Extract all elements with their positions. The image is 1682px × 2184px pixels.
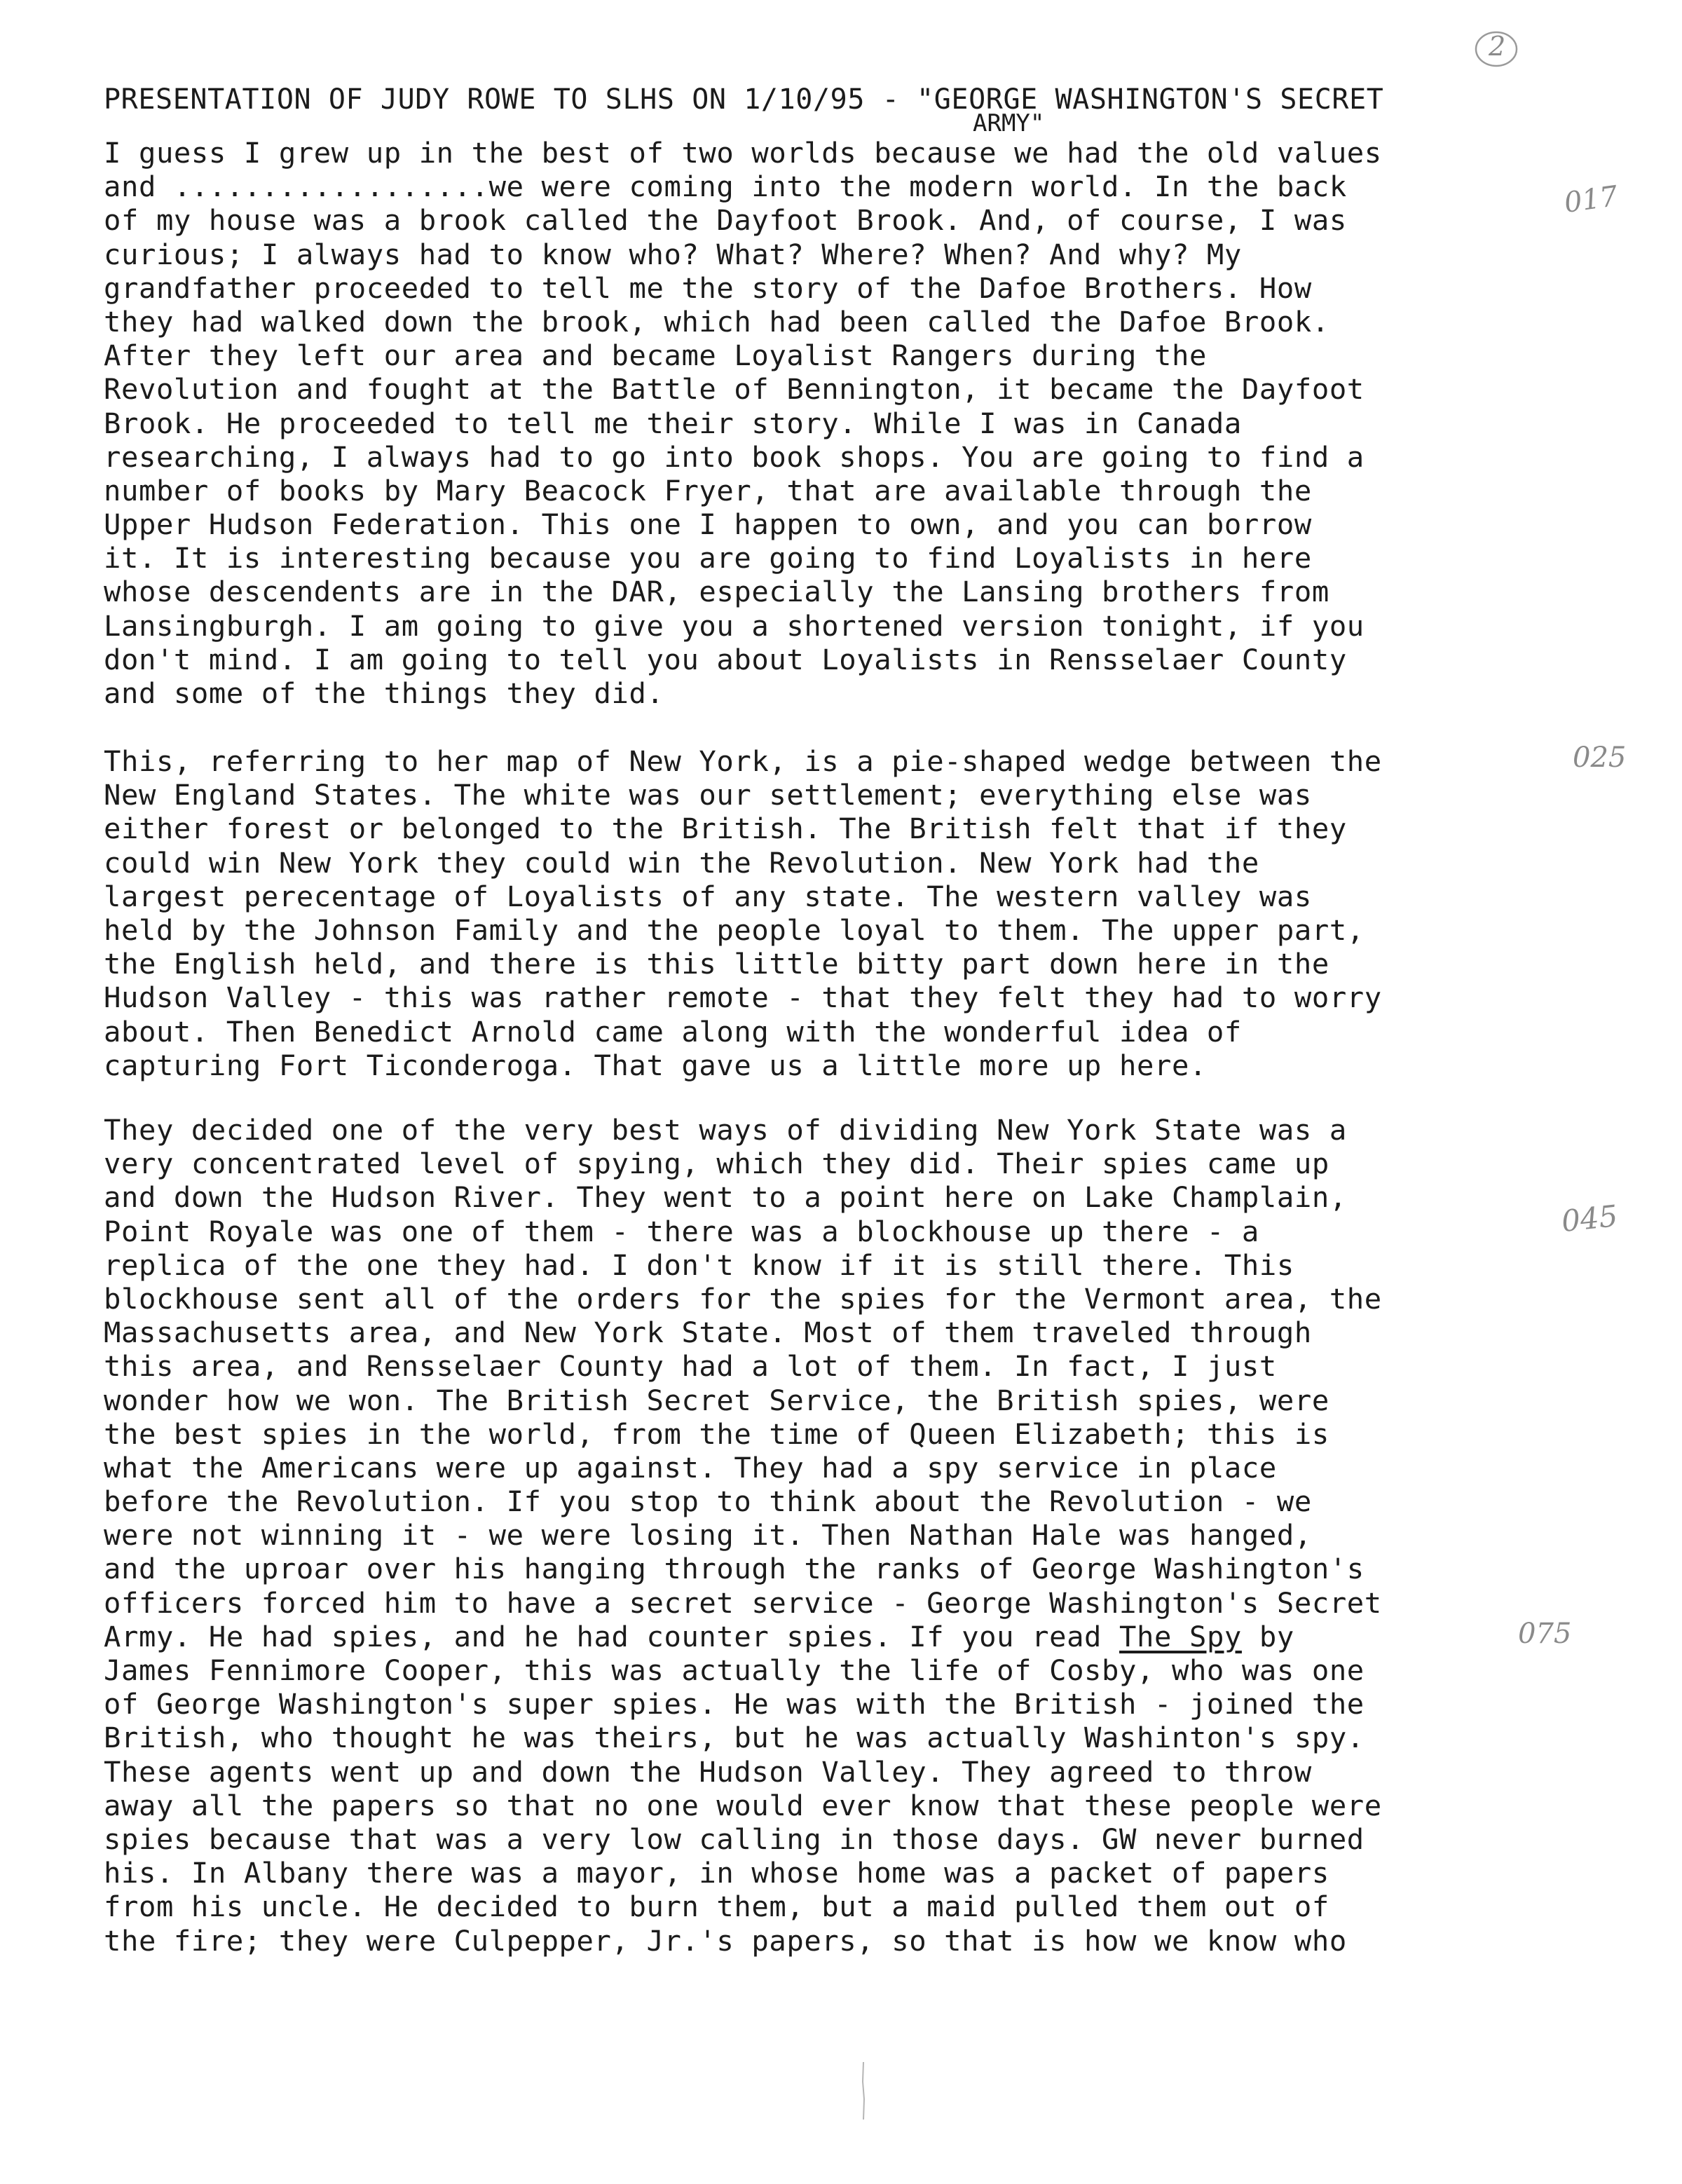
margin-note-time: 017 — [1562, 179, 1620, 220]
text-line: officers forced him to have a secret service - George Washington's Secret — [104, 1585, 1382, 1620]
book-title: The Spy — [1119, 1619, 1242, 1653]
text-line: and down the Hudson River. They went to a point here on Lake Champlain, — [104, 1180, 1347, 1215]
text-line: could win New York they could win the Revolution. New York had the — [104, 845, 1259, 880]
text-line: and some of the things they did. — [104, 676, 664, 710]
text-line: and ..................we were coming into the modern world. In the back — [104, 170, 1347, 204]
text-line: spies because that was a very low calling in those days. GW never burned — [104, 1822, 1365, 1856]
text-line: James Fennimore Cooper, this was actually the life of Cosby, who was one — [104, 1653, 1365, 1687]
text-line: I guess I grew up in the best of two worlds because we had the old values — [104, 136, 1382, 170]
text-line: largest perecentage of Loyalists of any state. The western valley was — [104, 879, 1312, 913]
text-line: Massachusetts area, and New York State. Most of them traveled through — [104, 1316, 1312, 1350]
text-line: Lansingburgh. I am going to give you a shortened version tonight, if you — [104, 608, 1365, 643]
text-line: of George Washington's super spies. He was with the British - joined the — [104, 1687, 1365, 1721]
text-line: grandfather proceeded to tell me the story of the Dafoe Brothers. How — [104, 271, 1312, 305]
text-line: New England States. The white was our settlement; everything else was — [104, 778, 1312, 812]
text-line: the fire; they were Culpepper, Jr.'s papers, so that is how we know who — [104, 1923, 1347, 1958]
page-number-note: 2 — [1489, 31, 1506, 62]
paragraph-2 — [104, 744, 1611, 1082]
text-line: either forest or belonged to the British. The British felt that if they — [104, 812, 1347, 846]
text-line: very concentrated level of spying, which they did. Their spies came up — [104, 1147, 1329, 1181]
text-line: away all the papers so that no one would ever know that these people were — [104, 1788, 1382, 1822]
document-title: PRESENTATION OF JUDY ROWE TO SLHS ON 1/10/95 - "GEORGE WASHINGTON'S SECRET — [104, 83, 1384, 116]
text-line: held by the Johnson Family and the people loyal to them. The upper part, — [104, 913, 1365, 947]
margin-note-time: 025 — [1573, 742, 1627, 774]
text-segment: by — [1241, 1619, 1294, 1653]
text-line: capturing Fort Ticonderoga. That gave us a little more up here. — [104, 1048, 1207, 1082]
text-line: and the uproar over his hanging through the ranks of George Washington's — [104, 1552, 1365, 1586]
text-line: After they left our area and became Loyalist Rangers during the — [104, 339, 1207, 373]
text-line: the English held, and there is this little bitty part down here in the — [104, 947, 1329, 981]
text-line: These agents went up and down the Hudson Valley. They agreed to throw — [104, 1754, 1312, 1789]
text-line: Point Royale was one of them - there was a blockhouse up there - a — [104, 1214, 1259, 1248]
text-line: number of books by Mary Beacock Fryer, that are available through the — [104, 473, 1312, 507]
paragraph-3 — [104, 1113, 1611, 1958]
text-line: the best spies in the world, from the time of Queen Elizabeth; this is — [104, 1417, 1329, 1451]
text-line: it. It is interesting because you are going to find Loyalists in here — [104, 541, 1312, 575]
text-line: of my house was a brook called the Dayfoot Brook. And, of course, I was — [104, 203, 1347, 238]
text-line: what the Americans were up against. They had a spy service in place — [104, 1450, 1277, 1485]
text-line: British, who thought he was theirs, but he was actually Washinton's spy. — [104, 1721, 1365, 1755]
document-title-continuation: ARMY" — [973, 109, 1045, 137]
text-line: from his uncle. He decided to burn them, but a maid pulled them out of — [104, 1890, 1329, 1924]
text-line: replica of the one they had. I don't know if it is still there. This — [104, 1248, 1294, 1282]
text-line: curious; I always had to know who? What? Where? When? And why? My — [104, 237, 1242, 271]
text-line: blockhouse sent all of the orders for the spies for the Vermont area, the — [104, 1281, 1382, 1316]
text-line: whose descendents are in the DAR, especially the Lansing brothers from — [104, 575, 1329, 609]
scan-artifact-mark — [861, 2061, 866, 2121]
text-line: about. Then Benedict Arnold came along with the wonderful idea of — [104, 1014, 1242, 1049]
text-line: researching, I always had to go into book shops. You are going to find a — [104, 439, 1365, 474]
text-line: They decided one of the very best ways of dividing New York State was a — [104, 1113, 1347, 1147]
text-line: This, referring to her map of New York, is a pie-shaped wedge between the — [104, 744, 1382, 778]
text-line: Revolution and fought at the Battle of Bennington, it became the Dayfoot — [104, 372, 1365, 407]
margin-note-time: 075 — [1518, 1618, 1572, 1650]
text-line: were not winning it - we were losing it. Then Nathan Hale was hanged, — [104, 1518, 1312, 1552]
text-line: Upper Hudson Federation. This one I happen to own, and you can borrow — [104, 507, 1312, 542]
text-line: wonder how we won. The British Secret Service, the British spies, were — [104, 1383, 1329, 1417]
text-line: they had walked down the brook, which had been called the Dafoe Brook. — [104, 304, 1329, 339]
text-line: Brook. He proceeded to tell me their story. While I was in Canada — [104, 406, 1242, 440]
paragraph-1 — [104, 136, 1611, 710]
text-line: don't mind. I am going to tell you about Loyalists in Rensselaer County — [104, 642, 1347, 676]
text-line: Hudson Valley - this was rather remote - that they felt they had to worry — [104, 981, 1382, 1015]
text-line: this area, and Rensselaer County had a lot of them. In fact, I just — [104, 1349, 1277, 1384]
text-line-with-book-title — [104, 1620, 1611, 1653]
text-segment: Army. He had spies, and he had counter spies. If you read — [104, 1619, 1120, 1653]
margin-note-time: 045 — [1559, 1198, 1620, 1239]
text-line: his. In Albany there was a mayor, in whose home was a packet of papers — [104, 1856, 1329, 1890]
text-line: before the Revolution. If you stop to think about the Revolution - we — [104, 1485, 1312, 1519]
